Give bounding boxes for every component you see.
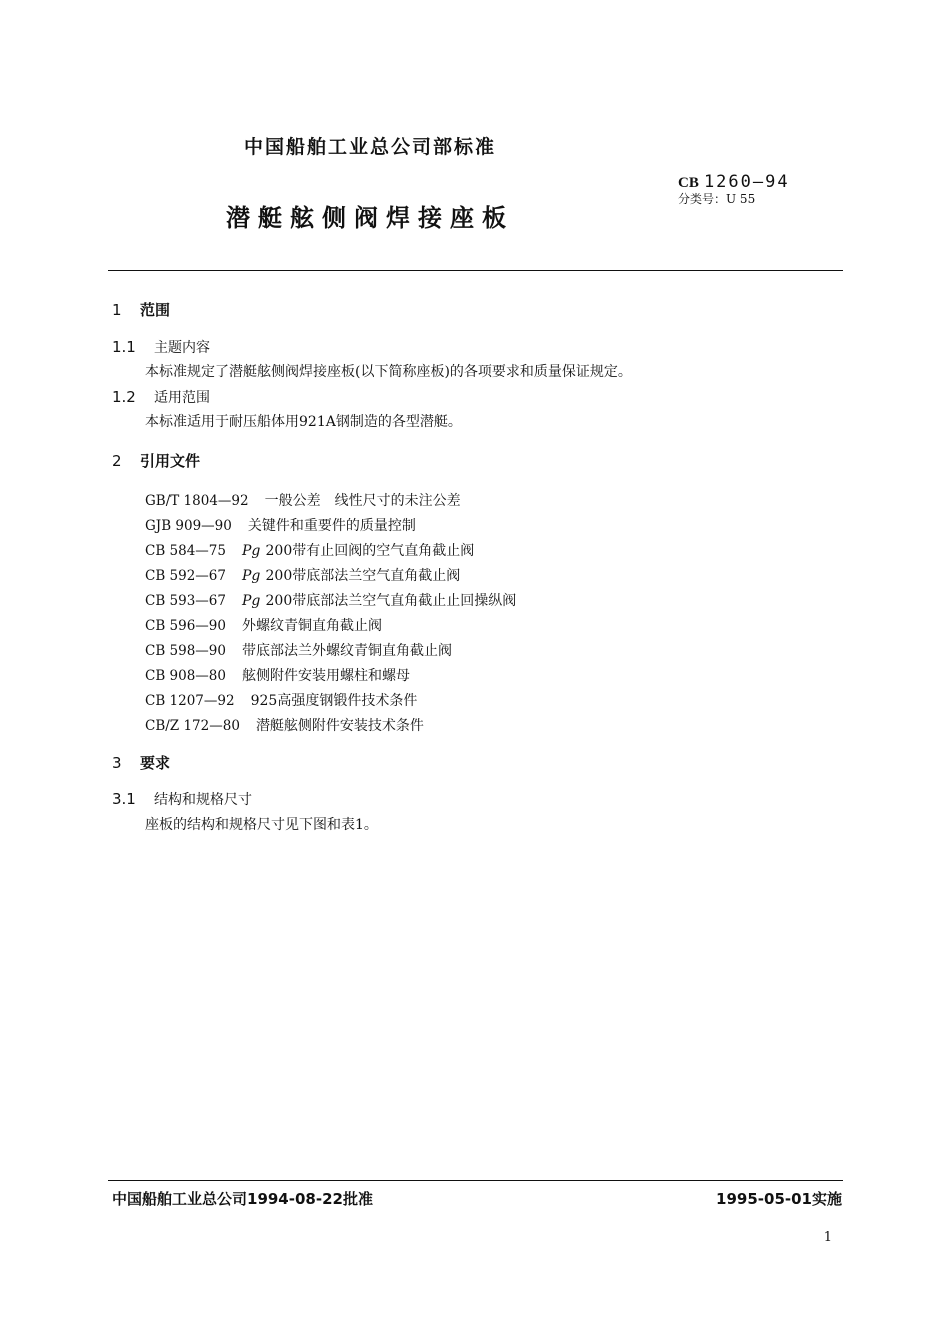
subsection-1-2-text: 本标准适用于耐压船体用921A钢制造的各型潜艇。: [145, 414, 462, 430]
reference-code: CB 584—75: [145, 543, 226, 559]
reference-title: 带底部法兰外螺纹青铜直角截止阀: [242, 643, 453, 659]
document-title: 潜艇舷侧阀焊接座板: [226, 204, 514, 232]
reference-code: CB 596—90: [145, 618, 226, 634]
reference-title: 一般公差 线性尺寸的未注公差: [264, 493, 461, 509]
approval-date: 中国船舶工业总公司1994-08-22批准: [112, 1190, 373, 1208]
reference-code: CB 593—67: [145, 593, 226, 609]
subsection-title: 适用范围: [154, 390, 210, 406]
header-divider: [108, 270, 843, 271]
issuing-organization: 中国船舶工业总公司部标准: [244, 136, 497, 158]
reference-title: 200带有止回阀的空气直角截止阀: [265, 543, 475, 559]
reference-item: [145, 662, 410, 685]
section-title: 引用文件: [140, 452, 201, 470]
reference-prefix: Pg: [242, 543, 261, 559]
reference-title: 关键件和重要件的质量控制: [247, 518, 416, 534]
section-1-heading: [112, 299, 170, 320]
reference-item: [145, 712, 424, 735]
classification-number: 分类号：U 55: [678, 192, 756, 206]
reference-item: [145, 637, 452, 660]
reference-code: GB/T 1804—92: [145, 493, 249, 509]
subsection-1-1-heading: [112, 337, 210, 357]
section-number: 1: [112, 301, 122, 319]
reference-code: CB 592—67: [145, 568, 226, 584]
reference-title: 外螺纹青铜直角截止阀: [242, 618, 383, 634]
reference-code: CB/Z 172—80: [145, 718, 240, 734]
footer-divider: [108, 1180, 843, 1181]
reference-item: [145, 612, 382, 635]
subsection-title: 结构和规格尺寸: [154, 792, 252, 808]
subsection-3-1-heading: [112, 789, 252, 809]
subsection-number: 1.2: [112, 388, 136, 406]
section-title: 要求: [140, 754, 171, 772]
reference-code: GJB 909—90: [145, 518, 232, 534]
section-3-heading: [112, 752, 170, 773]
implementation-date: 1995-05-01实施: [716, 1190, 842, 1208]
standard-code-prefix: CB: [678, 175, 699, 191]
reference-item: [145, 687, 417, 710]
reference-item: [145, 587, 516, 610]
reference-title: 200带底部法兰空气直角截止止回操纵阀: [265, 593, 517, 609]
subsection-number: 1.1: [112, 338, 136, 356]
reference-code: CB 908—80: [145, 668, 226, 684]
reference-title: 925高强度钢锻件技术条件: [250, 693, 418, 709]
reference-prefix: Pg: [242, 593, 261, 609]
standard-code-number: 1260—94: [703, 172, 790, 192]
subsection-title: 主题内容: [154, 340, 210, 356]
reference-prefix: Pg: [242, 568, 261, 584]
reference-title: 舷侧附件安装用螺柱和螺母: [242, 668, 411, 684]
page-number: 1: [823, 1230, 832, 1245]
section-title: 范围: [140, 301, 171, 319]
reference-title: 200带底部法兰空气直角截止阀: [265, 568, 461, 584]
reference-item: [145, 487, 461, 510]
subsection-3-1-text: 座板的结构和规格尺寸见下图和表1。: [145, 817, 378, 833]
subsection-1-1-text: 本标准规定了潜艇舷侧阀焊接座板(以下简称座板)的各项要求和质量保证规定。: [145, 364, 632, 380]
reference-code: CB 1207—92: [145, 693, 235, 709]
subsection-1-2-heading: [112, 387, 210, 407]
reference-code: CB 598—90: [145, 643, 226, 659]
section-number: 3: [112, 754, 122, 772]
section-number: 2: [112, 452, 122, 470]
standard-code: [678, 172, 790, 192]
reference-item: [145, 537, 474, 560]
reference-item: [145, 562, 460, 585]
section-2-heading: [112, 450, 200, 471]
reference-item: [145, 512, 416, 535]
subsection-number: 3.1: [112, 790, 136, 808]
reference-title: 潜艇舷侧附件安装技术条件: [255, 718, 424, 734]
